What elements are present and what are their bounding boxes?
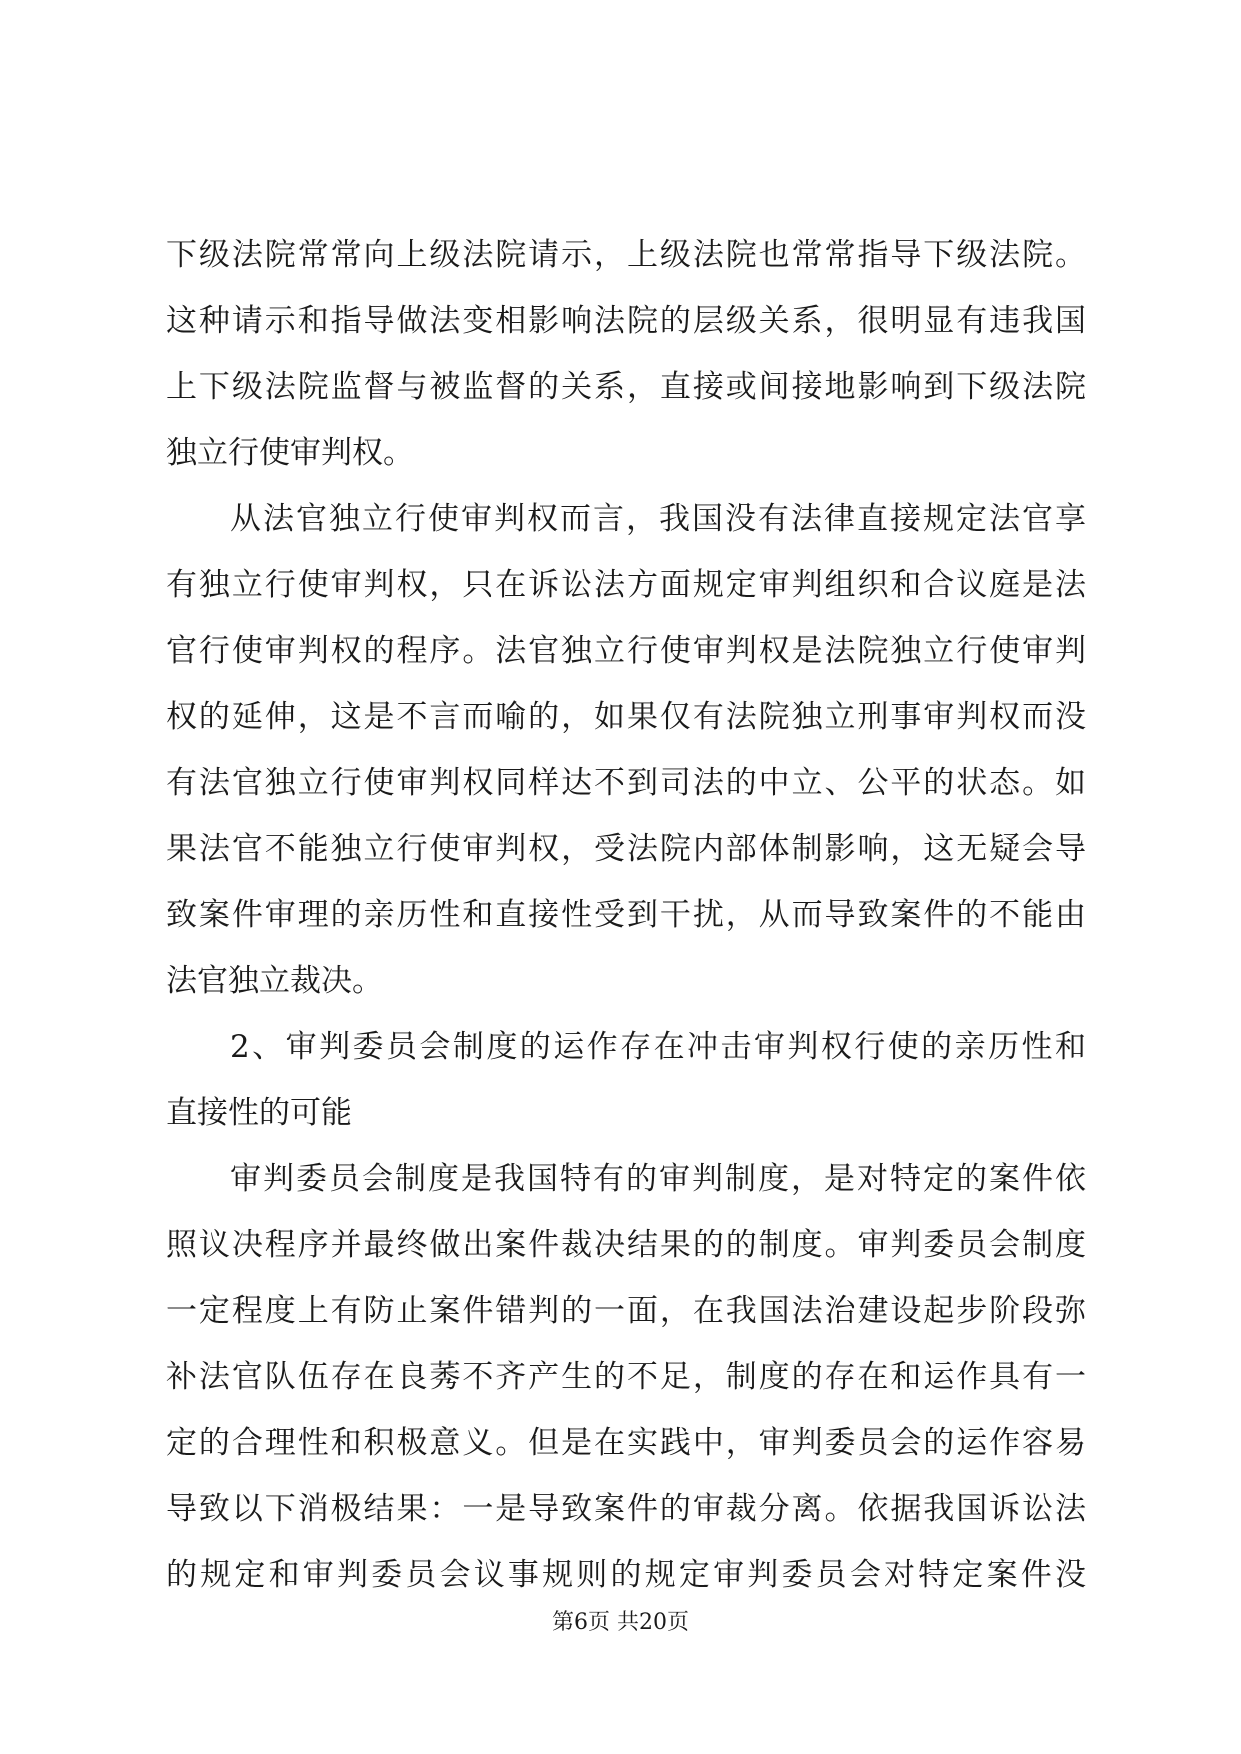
- page-number-footer: 第6页 共20页: [552, 1610, 689, 1635]
- text-line: 有法官独立行使审判权同样达不到司法的中立、公平的状态。如: [166, 765, 1086, 801]
- text-line: 果法官不能独立行使审判权，受法院内部体制影响，这无疑会导: [166, 831, 1086, 867]
- text-line: 下级法院常常向上级法院请示，上级法院也常常指导下级法院。: [166, 237, 1086, 273]
- text-line: 致案件审理的亲历性和直接性受到干扰，从而导致案件的不能由: [166, 897, 1086, 933]
- text-line: 上下级法院监督与被监督的关系，直接或间接地影响到下级法院: [166, 369, 1086, 405]
- text-line: 照议决程序并最终做出案件裁决结果的的制度。审判委员会制度: [166, 1227, 1086, 1263]
- text-line: 官行使审判权的程序。法官独立行使审判权是法院独立行使审判: [166, 633, 1086, 669]
- text-line: 补法官队伍存在良莠不齐产生的不足，制度的存在和运作具有一: [166, 1359, 1086, 1395]
- text-line: 独立行使审判权。: [166, 435, 414, 471]
- text-line: 的规定和审判委员会议事规则的规定审判委员会对特定案件没: [166, 1557, 1086, 1593]
- text-line: 从法官独立行使审判权而言，我国没有法律直接规定法官享: [230, 501, 1086, 537]
- section-heading-line: 2、审判委员会制度的运作存在冲击审判权行使的亲历性和: [230, 1029, 1086, 1065]
- text-line: 定的合理性和积极意义。但是在实践中，审判委员会的运作容易: [166, 1425, 1086, 1461]
- text-line: 审判委员会制度是我国特有的审判制度，是对特定的案件依: [230, 1161, 1086, 1197]
- text-line: 导致以下消极结果：一是导致案件的审裁分离。依据我国诉讼法: [166, 1491, 1086, 1527]
- section-heading-line: 直接性的可能: [166, 1095, 352, 1131]
- text-line: 法官独立裁决。: [166, 963, 383, 999]
- text-line: 这种请示和指导做法变相影响法院的层级关系，很明显有违我国: [166, 303, 1086, 339]
- text-line: 一定程度上有防止案件错判的一面，在我国法治建设起步阶段弥: [166, 1293, 1086, 1329]
- body-text: [166, 222, 1086, 1608]
- text-line: 有独立行使审判权，只在诉讼法方面规定审判组织和合议庭是法: [166, 567, 1086, 603]
- text-line: 权的延伸，这是不言而喻的，如果仅有法院独立刑事审判权而没: [166, 699, 1086, 735]
